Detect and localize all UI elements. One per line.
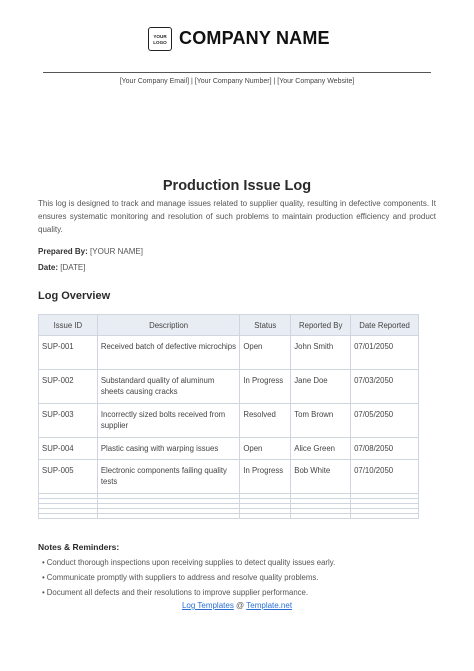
table-row [39,438,419,460]
issue-id-cell: SUP-001 [39,336,98,370]
logo-text-line2: LOGO [153,39,167,45]
date-reported-cell: 07/08/2050 [351,438,419,460]
status-cell: Open [240,336,291,370]
list-item: • Communicate promptly with suppliers to address and resolve quality problems. [42,570,335,585]
template-net-link[interactable]: Template.net [246,601,293,610]
issue-id-cell: SUP-002 [39,370,98,404]
issue-id-cell: SUP-003 [39,404,98,438]
document-title: Production Issue Log [162,178,312,194]
date-reported-cell: 07/01/2050 [351,336,419,370]
prepared-by [38,247,143,256]
company-name: COMPANY NAME [179,28,330,48]
log-templates-link[interactable]: Log Templates [181,601,234,610]
footer-separator: @ [233,601,247,610]
status-cell: Open [240,438,291,460]
column-header: Description [97,315,240,336]
reported-by-cell: Alice Green [291,438,351,460]
status-cell: In Progress [240,460,291,494]
log-overview-title: Log Overview [38,290,111,302]
notes-list [42,555,335,600]
document-header [0,25,474,55]
description-cell: Electronic components failing quality tests [97,460,240,494]
empty-table-row [39,514,419,519]
date-reported-cell: 07/03/2050 [351,370,419,404]
table-row [39,336,419,370]
date-label: Date: [38,263,59,272]
column-header: Reported By [291,315,351,336]
date-value: [DATE] [60,263,86,272]
company-contact-line: [Your Company Email] | [Your Company Number] | [Your Company Website] [119,78,355,85]
column-header: Issue ID [39,315,98,336]
table-row [39,370,419,404]
column-header: Date Reported [351,315,419,336]
logo-text-line1: YOUR [153,34,167,39]
date-reported-cell: 07/10/2050 [351,460,419,494]
table-row [39,404,419,438]
issue-id-cell: SUP-004 [39,438,98,460]
column-header: Status [240,315,291,336]
description-cell: Incorrectly sized bolts received from supplier [97,404,240,438]
description-cell: Substandard quality of aluminum sheets causing cracks [97,370,240,404]
prepared-by-value: [YOUR NAME] [90,247,143,256]
description-cell: Received batch of defective microchips [97,336,240,370]
date-line [38,263,85,272]
footer [0,601,474,610]
reported-by-cell: Tom Brown [291,404,351,438]
table-header-row [39,315,419,336]
status-cell: Resolved [240,404,291,438]
description-cell: Plastic casing with warping issues [97,438,240,460]
header-divider [43,72,431,73]
issue-id-cell: SUP-005 [39,460,98,494]
reported-by-cell: John Smith [291,336,351,370]
table-row [39,460,419,494]
reported-by-cell: Jane Doe [291,370,351,404]
notes-title: Notes & Reminders: [38,542,120,552]
document-intro: This log is designed to track and manage issues related to supplier quality, resulting in defective components. It ensures systematic monitoring and resolution of such problems to maintain production efficiency and product quality. [38,199,436,234]
prepared-by-label: Prepared By: [38,247,88,256]
company-logo [148,27,172,51]
list-item: • Document all defects and their resolutions to improve supplier performance. [42,585,335,600]
date-reported-cell: 07/05/2050 [351,404,419,438]
status-cell: In Progress [240,370,291,404]
list-item: • Conduct thorough inspections upon receiving supplies to detect quality issues early. [42,555,335,570]
reported-by-cell: Bob White [291,460,351,494]
log-table [38,314,419,519]
